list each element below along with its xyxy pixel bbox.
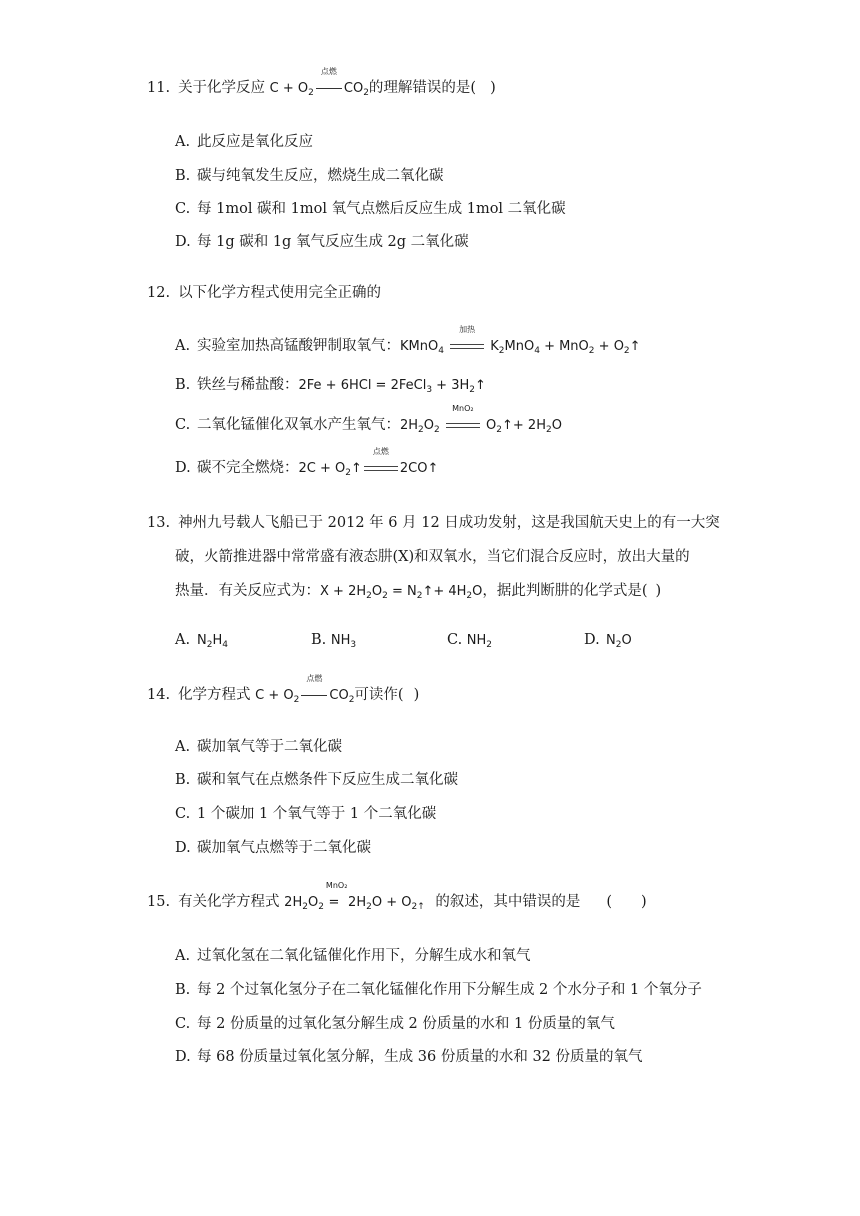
- option-key: B.: [175, 772, 191, 788]
- equation: $2C + O_2↑$ 点燃 2CO↑: [298, 447, 439, 478]
- option-c: [175, 404, 562, 440]
- question-14-stem: [147, 674, 420, 710]
- option-key: B.: [311, 632, 327, 648]
- option-d: [175, 447, 439, 483]
- stem-text: 热量．有关反应式为：: [175, 583, 320, 599]
- option-text: 每 68 份质量过氧化氢分解，生成 36 份质量的水和 32 份质量的氧气: [197, 1049, 643, 1065]
- option-c: [175, 199, 566, 219]
- option-formula: $NH_3$: [330, 633, 357, 650]
- option-text: 此反应是氧化反应: [197, 134, 313, 150]
- option-d: [175, 838, 371, 858]
- option-text: 二氧化锰催化双氧水产生氧气：: [197, 417, 400, 433]
- stem-text: 以下化学方程式使用完全正确的: [178, 285, 382, 301]
- option-b: [175, 980, 702, 1000]
- stem-text: ，据此判断肼的化学式是(: [482, 583, 648, 599]
- option-b: [175, 166, 444, 186]
- option-text: 过氧化氢在二氧化锰催化作用下，分解生成水和氧气: [197, 948, 531, 964]
- question-number: 11.: [147, 80, 171, 96]
- option-text: 碳不完全燃烧：: [197, 460, 299, 476]
- question-number: 13.: [147, 515, 171, 531]
- condition-label: 点燃: [306, 674, 323, 683]
- equation: 2Fe + 6HCl = 2FeCl$_3$ + $3H_2↑$: [298, 378, 486, 395]
- answer-blank: ): [490, 80, 496, 96]
- question-13-stem-line2: 破，火箭推进器中常常盛有液态肼(X)和双氧水，当它们混合反应时，放出大量的: [175, 549, 690, 565]
- condition-label: MnO₂: [452, 404, 474, 413]
- option-a: [175, 325, 641, 361]
- option-key: B.: [175, 377, 191, 393]
- equation: $X + 2H_2O_2$ = $N_2↑+ 4H_2O$: [320, 584, 483, 601]
- stem-text: 关于化学反应: [178, 80, 266, 96]
- stem-text: 化学方程式: [178, 687, 251, 703]
- option-key: A.: [175, 134, 191, 150]
- option-a: [175, 132, 313, 152]
- option-text: 碳与纯氧发生反应，燃烧生成二氧化碳: [197, 168, 444, 184]
- option-c: [175, 804, 436, 824]
- option-a: [175, 946, 531, 966]
- question-11-stem: [147, 67, 496, 103]
- option-d: [175, 1047, 643, 1067]
- question-12-stem: [147, 283, 381, 303]
- option-key: D.: [584, 632, 600, 648]
- option-text: 铁丝与稀盐酸：: [197, 377, 299, 393]
- option-a: [175, 737, 342, 757]
- equation: $2H_2O_2$ MnO₂ = $2H_2O + O_{2↑}$: [284, 881, 425, 912]
- option-key: D.: [175, 234, 191, 250]
- answer-blank: ): [655, 583, 662, 599]
- option-b: [175, 770, 458, 790]
- option-formula: $N_2H_4$: [197, 633, 228, 650]
- condition-label: 点燃: [320, 67, 337, 76]
- question-number: 15.: [147, 894, 171, 910]
- option-key: C.: [447, 632, 463, 648]
- option-text: 碳加氧气点燃等于二氧化碳: [197, 840, 371, 856]
- option-text: 1 个碳加 1 个氧气等于 1 个二氧化碳: [197, 806, 437, 822]
- condition-label: MnO₂: [325, 881, 348, 890]
- equation: $C + O_2$ 点燃 $CO_2$: [269, 67, 369, 98]
- equation: $C + O_2$ 点燃 $CO_2$: [255, 674, 355, 705]
- option-key: A.: [175, 948, 191, 964]
- question-13-stem: [147, 513, 720, 533]
- answer-blank: ): [413, 687, 420, 703]
- stem-text: 的理解错误的是(: [368, 80, 477, 96]
- option-c: [175, 1014, 615, 1034]
- option-key: B.: [175, 168, 191, 184]
- stem-text: 的叙述，其中错误的是: [435, 894, 581, 910]
- question-13-stem-line3: [175, 581, 661, 606]
- option-b: [175, 375, 486, 400]
- question-number: 14.: [147, 687, 171, 703]
- option-key: A.: [175, 632, 191, 648]
- option-text: 每 1g 碳和 1g 氧气反应生成 2g 二氧化碳: [197, 234, 469, 250]
- option-key: D.: [175, 840, 191, 856]
- option-text: 每 2 个过氧化氢分子在二氧化锰催化作用下分解生成 2 个水分子和 1 个氧分子: [197, 982, 702, 998]
- option-key: A.: [175, 338, 191, 354]
- option-d: [584, 630, 632, 655]
- question-number: 12.: [147, 285, 171, 301]
- option-key: C.: [175, 1016, 191, 1032]
- stem-text: 有关化学方程式: [178, 894, 280, 910]
- option-key: C.: [175, 806, 191, 822]
- equation: $2H_2O_2$ MnO₂ $O_2↑+ 2H_2O$: [400, 404, 562, 435]
- option-key: D.: [175, 460, 191, 476]
- option-text: 碳加氧气等于二氧化碳: [197, 739, 342, 755]
- option-text: 实验室加热高锰酸钾制取氧气：: [197, 338, 400, 354]
- condition-label: 点燃: [372, 447, 389, 456]
- option-a: [175, 630, 228, 655]
- option-text: 每 2 份质量的过氧化氢分解生成 2 份质量的水和 1 份质量的氧气: [197, 1016, 615, 1032]
- condition-label: 加热: [459, 325, 476, 334]
- option-key: B.: [175, 982, 191, 998]
- option-text: 每 1mol 碳和 1mol 氧气点燃后反应生成 1mol 二氧化碳: [197, 201, 566, 217]
- option-b: [311, 630, 356, 655]
- option-formula: $N_2O$: [606, 633, 632, 650]
- option-text: 碳和氧气在点燃条件下反应生成二氧化碳: [197, 772, 458, 788]
- answer-blank: ( ): [606, 894, 647, 910]
- option-key: C.: [175, 417, 191, 433]
- option-formula: $NH_2$: [466, 633, 493, 650]
- option-key: D.: [175, 1049, 191, 1065]
- option-c: [447, 630, 492, 655]
- stem-text: 神州九号载人飞船已于 2012 年 6 月 12 日成功发射，这是我国航天史上的有一大突: [178, 515, 720, 531]
- stem-text: 可读作(: [354, 687, 404, 703]
- option-key: A.: [175, 739, 191, 755]
- option-d: [175, 232, 469, 252]
- question-15-stem: [147, 881, 647, 917]
- option-key: C.: [175, 201, 191, 217]
- equation: KMnO$_4$ 加热 $K_2MnO_4 + MnO_2$ + $O_2↑$: [400, 325, 641, 356]
